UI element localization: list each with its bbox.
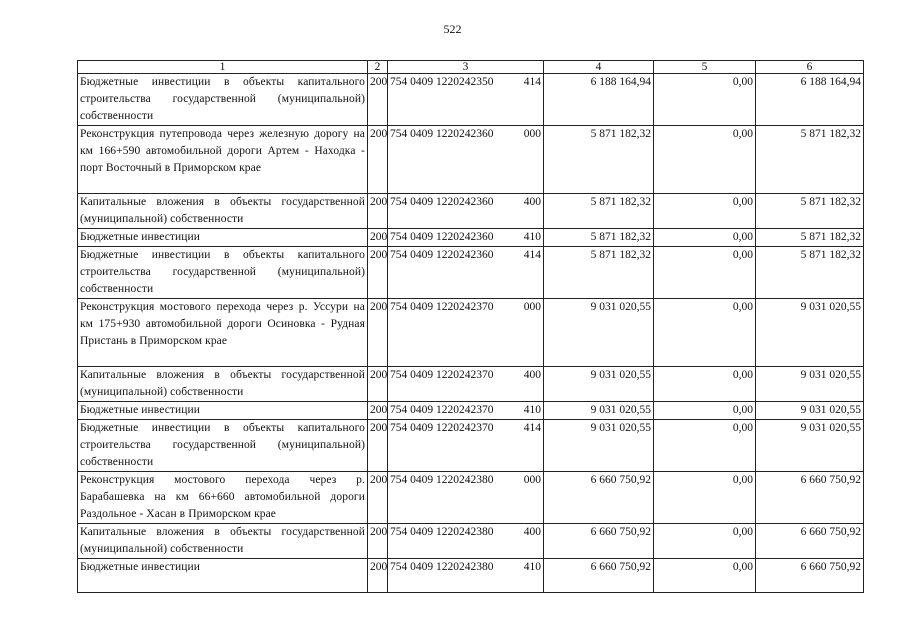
row-code-sub: 414 <box>523 76 541 88</box>
row-col2-cell: 200 <box>368 126 388 194</box>
header-col-1: 1 <box>78 61 368 74</box>
table-row <box>78 420 864 472</box>
row-value-5-cell: 0,00 <box>654 367 756 402</box>
row-col2-cell: 200 <box>368 74 388 126</box>
row-name-cell: Бюджетные инвестиции <box>78 229 368 247</box>
row-code-main: 754 0409 1220242360 <box>390 128 494 140</box>
table-header <box>78 61 864 74</box>
row-value-6-cell: 5 871 182,32 <box>756 126 864 194</box>
row-code-sub: 410 <box>523 561 541 573</box>
row-code-main: 754 0409 1220242360 <box>390 249 494 261</box>
table-row <box>78 247 864 299</box>
row-value-6-cell: 5 871 182,32 <box>756 194 864 229</box>
table-row <box>78 559 864 593</box>
row-value-5-cell: 0,00 <box>654 194 756 229</box>
row-code-cell <box>388 194 544 229</box>
row-col2-cell: 200 <box>368 299 388 367</box>
row-name-cell: Реконструкция мостового перехода через р. Барабашевка на км 66+660 автомобильной дороги Раздольное - Хасан в Приморском крае <box>78 472 368 524</box>
row-col2-cell: 200 <box>368 524 388 559</box>
header-row <box>78 61 864 74</box>
row-code-sub: 410 <box>523 404 541 416</box>
header-col-3: 3 <box>388 61 544 74</box>
header-col-4: 4 <box>544 61 654 74</box>
row-value-4-cell: 6 660 750,92 <box>544 524 654 559</box>
row-name-cell: Бюджетные инвестиции в объекты капитального строительства государственной (муниципальной) собственности <box>78 420 368 472</box>
row-value-5-cell: 0,00 <box>654 472 756 524</box>
row-col2-cell: 200 <box>368 420 388 472</box>
row-name-cell: Капитальные вложения в объекты государственной (муниципальной) собственности <box>78 524 368 559</box>
row-code-cell <box>388 299 544 367</box>
row-col2-cell: 200 <box>368 559 388 593</box>
table-row <box>78 299 864 367</box>
row-name-cell: Бюджетные инвестиции <box>78 559 368 593</box>
row-value-4-cell: 6 188 164,94 <box>544 74 654 126</box>
table-row <box>78 126 864 194</box>
table-row <box>78 367 864 402</box>
row-code-main: 754 0409 1220242380 <box>390 561 494 573</box>
header-col-5: 5 <box>654 61 756 74</box>
row-name-cell: Бюджетные инвестиции в объекты капитального строительства государственной (муниципальной) собственности <box>78 247 368 299</box>
row-value-4-cell: 5 871 182,32 <box>544 194 654 229</box>
row-code-main: 754 0409 1220242370 <box>390 422 494 434</box>
row-col2-cell: 200 <box>368 229 388 247</box>
row-value-6-cell: 6 660 750,92 <box>756 472 864 524</box>
row-value-5-cell: 0,00 <box>654 402 756 420</box>
row-code-cell <box>388 367 544 402</box>
row-code-sub: 000 <box>523 301 541 313</box>
row-code-sub: 000 <box>523 474 541 486</box>
row-value-5-cell: 0,00 <box>654 126 756 194</box>
row-code-main: 754 0409 1220242360 <box>390 231 494 243</box>
table-row <box>78 229 864 247</box>
row-name-cell: Бюджетные инвестиции в объекты капитального строительства государственной (муниципальной) собственности <box>78 74 368 126</box>
row-value-5-cell: 0,00 <box>654 229 756 247</box>
row-code-main: 754 0409 1220242380 <box>390 526 494 538</box>
row-value-5-cell: 0,00 <box>654 524 756 559</box>
row-code-cell <box>388 420 544 472</box>
row-value-4-cell: 5 871 182,32 <box>544 229 654 247</box>
table-row <box>78 402 864 420</box>
row-code-cell <box>388 524 544 559</box>
row-value-4-cell: 6 660 750,92 <box>544 559 654 593</box>
row-value-4-cell: 9 031 020,55 <box>544 420 654 472</box>
row-code-sub: 400 <box>523 196 541 208</box>
row-value-5-cell: 0,00 <box>654 559 756 593</box>
row-value-4-cell: 9 031 020,55 <box>544 402 654 420</box>
row-code-main: 754 0409 1220242370 <box>390 369 494 381</box>
row-code-main: 754 0409 1220242350 <box>390 76 494 88</box>
row-col2-cell: 200 <box>368 247 388 299</box>
row-code-sub: 400 <box>523 526 541 538</box>
row-code-sub: 414 <box>523 422 541 434</box>
row-code-cell <box>388 247 544 299</box>
row-name-cell: Капитальные вложения в объекты государственной (муниципальной) собственности <box>78 367 368 402</box>
row-value-6-cell: 9 031 020,55 <box>756 402 864 420</box>
row-value-6-cell: 6 660 750,92 <box>756 524 864 559</box>
row-col2-cell: 200 <box>368 472 388 524</box>
header-col-2: 2 <box>368 61 388 74</box>
header-col-6: 6 <box>756 61 864 74</box>
row-name-cell: Бюджетные инвестиции <box>78 402 368 420</box>
row-name-cell: Реконструкция мостового перехода через р. Уссури на км 175+930 автомобильной дороги Осиновка - Рудная Пристань в Приморском крае <box>78 299 368 367</box>
row-value-6-cell: 5 871 182,32 <box>756 229 864 247</box>
row-code-main: 754 0409 1220242370 <box>390 404 494 416</box>
row-col2-cell: 200 <box>368 402 388 420</box>
row-value-6-cell: 5 871 182,32 <box>756 247 864 299</box>
table-row <box>78 194 864 229</box>
row-code-sub: 410 <box>523 231 541 243</box>
row-value-4-cell: 5 871 182,32 <box>544 247 654 299</box>
row-value-4-cell: 6 660 750,92 <box>544 472 654 524</box>
row-value-5-cell: 0,00 <box>654 247 756 299</box>
row-value-5-cell: 0,00 <box>654 420 756 472</box>
row-value-4-cell: 5 871 182,32 <box>544 126 654 194</box>
table-row <box>78 74 864 126</box>
row-value-5-cell: 0,00 <box>654 74 756 126</box>
row-code-main: 754 0409 1220242380 <box>390 474 494 486</box>
page-number: 522 <box>443 22 462 36</box>
row-code-sub: 000 <box>523 128 541 140</box>
row-code-main: 754 0409 1220242360 <box>390 196 494 208</box>
row-value-4-cell: 9 031 020,55 <box>544 299 654 367</box>
row-col2-cell: 200 <box>368 367 388 402</box>
row-col2-cell: 200 <box>368 194 388 229</box>
row-code-cell <box>388 559 544 593</box>
row-value-6-cell: 6 660 750,92 <box>756 559 864 593</box>
row-name-cell: Реконструкция путепровода через железную дорогу на км 166+590 автомобильной дороги Артем - Находка - порт Восточный в Приморском крае <box>78 126 368 194</box>
row-code-sub: 414 <box>523 249 541 261</box>
row-code-cell <box>388 126 544 194</box>
row-code-cell <box>388 402 544 420</box>
row-code-cell <box>388 229 544 247</box>
table-row <box>78 524 864 559</box>
row-value-6-cell: 9 031 020,55 <box>756 367 864 402</box>
row-value-6-cell: 9 031 020,55 <box>756 420 864 472</box>
table-row <box>78 472 864 524</box>
row-code-cell <box>388 472 544 524</box>
row-code-main: 754 0409 1220242370 <box>390 301 494 313</box>
row-value-6-cell: 6 188 164,94 <box>756 74 864 126</box>
budget-table <box>77 60 864 593</box>
row-name-cell: Капитальные вложения в объекты государственной (муниципальной) собственности <box>78 194 368 229</box>
row-value-6-cell: 9 031 020,55 <box>756 299 864 367</box>
row-code-cell <box>388 74 544 126</box>
row-value-5-cell: 0,00 <box>654 299 756 367</box>
row-value-4-cell: 9 031 020,55 <box>544 367 654 402</box>
table-body <box>78 74 864 593</box>
row-code-sub: 400 <box>523 369 541 381</box>
